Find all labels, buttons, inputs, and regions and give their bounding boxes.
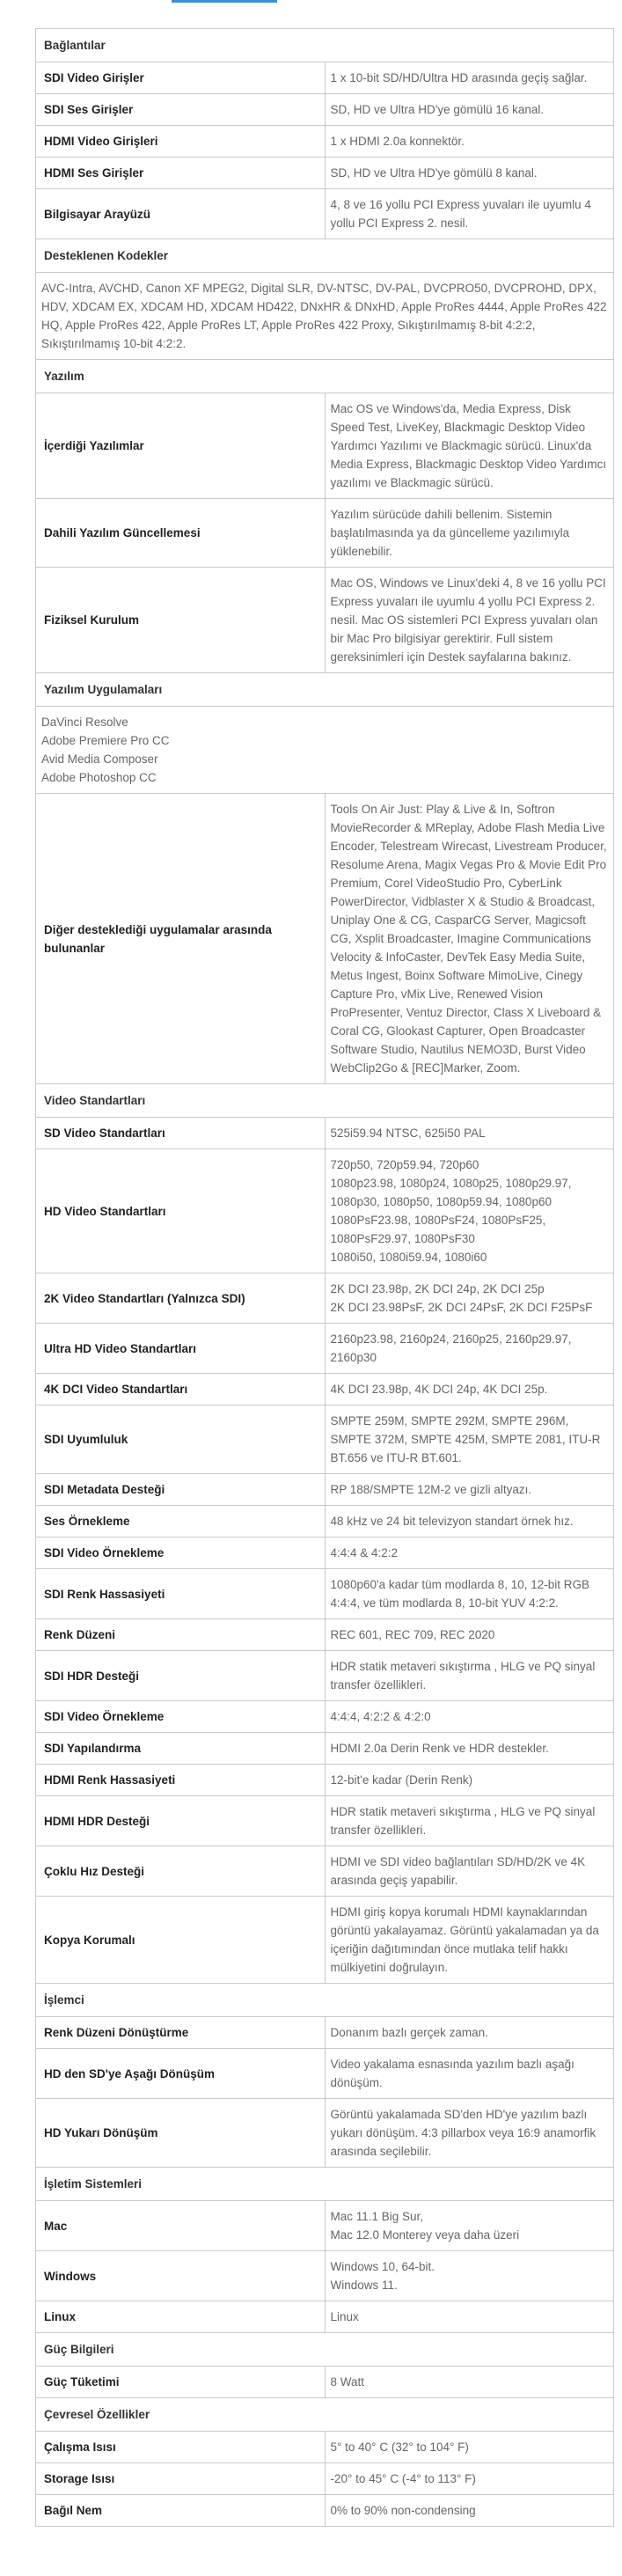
spec-label: SDI Ses Girişler	[36, 94, 326, 126]
spec-label: HDMI Video Girişleri	[36, 126, 326, 158]
spec-value-line: 5° to 40° C (32° to 104° F)	[330, 2440, 469, 2454]
spec-label: Renk Düzeni	[36, 1619, 326, 1651]
spec-value-line: 1080p23.98, 1080p24, 1080p25, 1080p29.97, 1080p30, 1080p50, 1080p59.94, 1080p60	[330, 1177, 572, 1208]
spec-value-line: HDMI ve SDI video bağlantıları SD/HD/2K ve 4K arasında geçiş yapabilir.	[330, 1855, 586, 1887]
spec-value-line: HDR statik metaveri sıkıştırma , HLG ve PQ sinyal transfer özellikleri.	[330, 1805, 596, 1837]
spec-value-line: Donanım bazlı gerçek zaman.	[330, 2026, 488, 2039]
spec-value-line: DaVinci Resolve	[41, 716, 128, 729]
spec-value	[325, 1897, 614, 1984]
spec-value-line: 2160p23.98, 2160p24, 2160p25, 2160p29.97, 2160p30	[330, 1332, 572, 1364]
spec-row	[36, 2463, 614, 2495]
section-title: Desteklenen Kodekler	[36, 239, 614, 273]
spec-label: Diğer desteklediği uygulamalar arasında bulunanlar	[36, 794, 326, 1084]
spec-label: Çalışma Isısı	[36, 2432, 326, 2463]
section-title: İşletim Sistemleri	[36, 2168, 614, 2201]
spec-value-line: 1080i50, 1080i59.94, 1080i60	[330, 1251, 487, 1264]
spec-value-line: 2K DCI 23.98PsF, 2K DCI 24PsF, 2K DCI F25PsF	[330, 1301, 593, 1314]
spec-value-line: 4:4:4 & 4:2:2	[330, 1546, 399, 1560]
spec-value-line: HDMI giriş kopya korumalı HDMI kaynaklarından görüntü yakalayamaz. Görüntü yakalamadan ya da içeriğin dağıtımından önce mutlaka telif hakkı mülkiyetini doğrulayın.	[330, 1905, 599, 1974]
spec-label: SDI Video Örnekleme	[36, 1538, 326, 1569]
spec-row	[36, 1765, 614, 1796]
spec-value	[325, 2017, 614, 2049]
spec-value	[325, 1405, 614, 1474]
section-header-islemci	[36, 1984, 614, 2017]
spec-value	[325, 499, 614, 568]
spec-label: SDI Metadata Desteği	[36, 1474, 326, 1506]
section-text	[36, 707, 614, 794]
spec-label: SDI HDR Desteği	[36, 1651, 326, 1701]
spec-label: HD Video Standartları	[36, 1149, 326, 1273]
spec-value	[325, 393, 614, 499]
spec-value-line: Mac OS ve Windows'da, Media Express, Disk Speed Test, LiveKey, Blackmagic Desktop Video Yardımcı Yazılımı ve Blackmagic sürücü. Linux'da Media Express, Blackmagic Desktop Video Yardımcı yazılımı ve Blackmagic sürücü.	[330, 402, 607, 489]
spec-value	[325, 1118, 614, 1149]
spec-value-line: Adobe Premiere Pro CC	[41, 734, 170, 747]
spec-row	[36, 1846, 614, 1897]
spec-value	[325, 158, 614, 189]
spec-value	[325, 62, 614, 94]
spec-value-line: HDR statik metaveri sıkıştırma , HLG ve PQ sinyal transfer özellikleri.	[330, 1660, 596, 1692]
spec-row	[36, 1149, 614, 1273]
spec-value-line: REC 601, REC 709, REC 2020	[330, 1628, 495, 1641]
spec-row	[36, 2495, 614, 2527]
section-header-video-standartlari	[36, 1084, 614, 1118]
spec-label: Linux	[36, 2301, 326, 2333]
spec-value-line: HDMI 2.0a Derin Renk ve HDR destekler.	[330, 1742, 549, 1755]
spec-row	[36, 1619, 614, 1651]
spec-row	[36, 1897, 614, 1984]
spec-row	[36, 1474, 614, 1506]
spec-row	[36, 568, 614, 673]
spec-value-line: Mac 12.0 Monterey veya daha üzeri	[330, 2228, 520, 2242]
spec-value	[325, 2367, 614, 2398]
spec-value-line: 525i59.94 NTSC, 625i50 PAL	[330, 1127, 486, 1140]
spec-row	[36, 393, 614, 499]
spec-row	[36, 2201, 614, 2251]
spec-value	[325, 568, 614, 673]
spec-value	[325, 1273, 614, 1324]
section-header-isletim-sistemleri	[36, 2168, 614, 2201]
spec-label: SDI Video Girişler	[36, 62, 326, 94]
spec-label: SDI Uyumluluk	[36, 1405, 326, 1474]
spec-label: SDI Renk Hassasiyeti	[36, 1569, 326, 1619]
spec-value-line: SD, HD ve Ultra HD'ye gömülü 16 kanal.	[330, 103, 545, 116]
spec-row	[36, 1374, 614, 1405]
section-header-yazilim-uygulamalari	[36, 673, 614, 707]
spec-value	[325, 1324, 614, 1374]
section-text	[36, 273, 614, 360]
spec-row	[36, 1538, 614, 1569]
spec-table-container	[35, 28, 614, 2527]
spec-row	[36, 1405, 614, 1474]
spec-row	[36, 2301, 614, 2333]
spec-value-line: SD, HD ve Ultra HD'ye gömülü 8 kanal.	[330, 166, 538, 180]
section-text-row	[36, 707, 614, 794]
spec-value-line: Linux	[330, 2310, 359, 2323]
spec-label: Çoklu Hız Desteği	[36, 1846, 326, 1897]
spec-row	[36, 2049, 614, 2099]
section-title: Video Standartları	[36, 1084, 614, 1118]
section-header-desteklenen-kodekler	[36, 239, 614, 273]
spec-value-line: -20° to 45° C (-4° to 113° F)	[330, 2472, 476, 2485]
spec-value	[325, 1374, 614, 1405]
spec-value-line: Tools On Air Just: Play & Live & In, Softron MovieRecorder & MReplay, Adobe Flash Media Live Encoder, Telestream Wirecast, Livestream Producer, Resolume Arena, Magix Vegas Pro & Movie Edit Pro Premium, Corel VideoStudio Pro, CyberLink PowerDirector, Vidblaster X & Studio & Broadcast, Uniplay One & CG, CasparCG Server, Magicsoft CG, Xsplit Broadcaster, Imagine Communications Velocity & InfoCaster, DevTek Easy Media Suite, Metus Ingest, Boinx Software MimoLive, Cinegy Capture Pro, vMix Live, Renewed Vision ProPresenter, Ventuz Director, Class X Liveboard & Coral CG, Glookast Capturer, Open Broadcaster Software Studio, Nautilus NEMO3D, Burst Video WebClip2Go & [REC]Marker, Zoom.	[330, 803, 607, 1075]
spec-value-line: 12-bit'e kadar (Derin Renk)	[330, 1773, 473, 1787]
spec-row	[36, 62, 614, 94]
top-accent-bar	[172, 0, 277, 3]
spec-value	[325, 1701, 614, 1733]
spec-row	[36, 2367, 614, 2398]
spec-value-line: 48 kHz ve 24 bit televizyon standart örnek hız.	[330, 1515, 574, 1528]
spec-row	[36, 1569, 614, 1619]
spec-value-line: Görüntü yakalamada SD'den HD'ye yazılım bazlı yukarı dönüşüm. 4:3 pillarbox veya 16:9 anamorfik arasında seçilebilir.	[330, 2108, 596, 2158]
spec-label: SDI Yapılandırma	[36, 1733, 326, 1765]
spec-value	[325, 1846, 614, 1897]
spec-label: Kopya Korumalı	[36, 1897, 326, 1984]
spec-row	[36, 1796, 614, 1846]
spec-value	[325, 1765, 614, 1796]
spec-row	[36, 126, 614, 158]
spec-value-line: Yazılım sürücüde dahili bellenim. Sistemin başlatılmasında ya da güncelleme yazılımıyla yüklenebilir.	[330, 508, 570, 558]
spec-row	[36, 2099, 614, 2168]
spec-value	[325, 94, 614, 126]
section-title: Güç Bilgileri	[36, 2333, 614, 2367]
section-title: Çevresel Özellikler	[36, 2398, 614, 2432]
section-text-row	[36, 273, 614, 360]
spec-value	[325, 1538, 614, 1569]
spec-label: 4K DCI Video Standartları	[36, 1374, 326, 1405]
spec-row	[36, 189, 614, 239]
spec-label: Windows	[36, 2251, 326, 2301]
spec-value	[325, 1506, 614, 1538]
spec-row	[36, 158, 614, 189]
spec-row	[36, 2017, 614, 2049]
section-title: Yazılım	[36, 360, 614, 393]
section-title: Bağlantılar	[36, 29, 614, 62]
spec-value	[325, 1569, 614, 1619]
spec-value-line: RP 188/SMPTE 12M-2 ve gizli altyazı.	[330, 1483, 532, 1496]
spec-value-line: 8 Watt	[330, 2375, 365, 2389]
spec-value-line: Video yakalama esnasında yazılım bazlı aşağı dönüşüm.	[330, 2058, 574, 2089]
spec-value	[325, 2251, 614, 2301]
spec-label: SD Video Standartları	[36, 1118, 326, 1149]
spec-label: Fiziksel Kurulum	[36, 568, 326, 673]
spec-value	[325, 1651, 614, 1701]
spec-label: Mac	[36, 2201, 326, 2251]
spec-value-line: 2K DCI 23.98p, 2K DCI 24p, 2K DCI 25p	[330, 1282, 545, 1295]
spec-value-line: 4K DCI 23.98p, 4K DCI 24p, 4K DCI 25p.	[330, 1383, 548, 1396]
spec-table	[35, 28, 614, 2527]
spec-value-line: Windows 10, 64-bit.	[330, 2260, 435, 2273]
spec-value-line: 1 x 10-bit SD/HD/Ultra HD arasında geçiş sağlar.	[330, 71, 588, 84]
spec-row	[36, 1324, 614, 1374]
spec-value	[325, 1733, 614, 1765]
spec-value-line: 4:4:4, 4:2:2 & 4:2:0	[330, 1710, 431, 1723]
spec-label: Bilgisayar Arayüzü	[36, 189, 326, 239]
spec-label: HD den SD'ye Aşağı Dönüşüm	[36, 2049, 326, 2099]
spec-label: Renk Düzeni Dönüştürme	[36, 2017, 326, 2049]
spec-value-line: AVC-Intra, AVCHD, Canon XF MPEG2, Digital SLR, DV-NTSC, DV-PAL, DVCPRO50, DVCPROHD, DPX, HDV, XDCAM EX, XDCAM HD, XDCAM HD422, DNxHR & DNxHD, Apple ProRes 4444, Apple ProRes 422 HQ, Apple ProRes 422, Apple ProRes LT, Apple ProRes 422 Proxy, Sıkıştırılmamış 8-bit 4:2:2, Sıkıştırılmamış 10-bit 4:2:2.	[41, 282, 607, 350]
section-header-baglantilar	[36, 29, 614, 62]
spec-label: Dahili Yazılım Güncellemesi	[36, 499, 326, 568]
spec-row	[36, 94, 614, 126]
spec-label: Ses Örnekleme	[36, 1506, 326, 1538]
spec-value-line: Adobe Photoshop CC	[41, 771, 157, 784]
spec-value-line: 1 x HDMI 2.0a konnektör.	[330, 135, 465, 148]
spec-value	[325, 2049, 614, 2099]
spec-value-line: 4, 8 ve 16 yollu PCI Express yuvaları ile uyumlu 4 yollu PCI Express 2. nesil.	[330, 198, 591, 230]
spec-row	[36, 1651, 614, 1701]
spec-label: 2K Video Standartları (Yalnızca SDI)	[36, 1273, 326, 1324]
spec-value-line: 1080p60'a kadar tüm modlarda 8, 10, 12-bit RGB 4:4:4, ve tüm modlarda 8, 10-bit YUV 4:2:2.	[330, 1578, 590, 1610]
spec-label: HDMI Ses Girişler	[36, 158, 326, 189]
spec-label: Bağıl Nem	[36, 2495, 326, 2527]
spec-value-line: 1080PsF23.98, 1080PsF24, 1080PsF25, 1080PsF29.97, 1080PsF30	[330, 1214, 546, 1245]
spec-row	[36, 1273, 614, 1324]
spec-label: İçerdiği Yazılımlar	[36, 393, 326, 499]
section-header-cevresel-ozellikler	[36, 2398, 614, 2432]
spec-value-line: Mac 11.1 Big Sur,	[330, 2210, 424, 2223]
spec-label: HDMI HDR Desteği	[36, 1796, 326, 1846]
spec-row	[36, 1701, 614, 1733]
section-title: İşlemci	[36, 1984, 614, 2017]
spec-value	[325, 2495, 614, 2527]
spec-label: SDI Video Örnekleme	[36, 1701, 326, 1733]
spec-value	[325, 2301, 614, 2333]
spec-row	[36, 1733, 614, 1765]
spec-row	[36, 499, 614, 568]
spec-row	[36, 2251, 614, 2301]
spec-label: HD Yukarı Dönüşüm	[36, 2099, 326, 2168]
spec-value	[325, 2201, 614, 2251]
spec-value-line: SMPTE 259M, SMPTE 292M, SMPTE 296M, SMPTE 372M, SMPTE 425M, SMPTE 2081, ITU-R BT.656 ve ITU-R BT.601.	[330, 1414, 601, 1464]
spec-value	[325, 1619, 614, 1651]
spec-label: Ultra HD Video Standartları	[36, 1324, 326, 1374]
spec-value-line: 720p50, 720p59.94, 720p60	[330, 1158, 479, 1171]
spec-label: Güç Tüketimi	[36, 2367, 326, 2398]
spec-row	[36, 794, 614, 1084]
spec-value-line: Windows 11.	[330, 2279, 398, 2292]
spec-value	[325, 794, 614, 1084]
spec-value	[325, 2099, 614, 2168]
spec-value	[325, 2463, 614, 2495]
spec-value-line: 0% to 90% non-condensing	[330, 2504, 476, 2517]
spec-value	[325, 126, 614, 158]
spec-value	[325, 2432, 614, 2463]
spec-value	[325, 1474, 614, 1506]
spec-value-line: Mac OS, Windows ve Linux'deki 4, 8 ve 16 yollu PCI Express yuvaları ile uyumlu 4 yollu PCI Express 2. nesil. Mac OS sistemleri PCI Express yuvaları olan bir Mac Pro bilgisiyar gerektirir. Full sistem gereksinimleri için Destek sayfalarına bakınız.	[330, 576, 606, 664]
section-title: Yazılım Uygulamaları	[36, 673, 614, 707]
spec-value	[325, 1149, 614, 1273]
spec-row	[36, 1506, 614, 1538]
spec-label: Storage Isısı	[36, 2463, 326, 2495]
spec-row	[36, 1118, 614, 1149]
section-header-guc-bilgileri	[36, 2333, 614, 2367]
spec-row	[36, 2432, 614, 2463]
spec-value-line: Avid Media Composer	[41, 752, 158, 766]
section-header-yazilim	[36, 360, 614, 393]
spec-label: HDMI Renk Hassasiyeti	[36, 1765, 326, 1796]
spec-value	[325, 1796, 614, 1846]
spec-value	[325, 189, 614, 239]
